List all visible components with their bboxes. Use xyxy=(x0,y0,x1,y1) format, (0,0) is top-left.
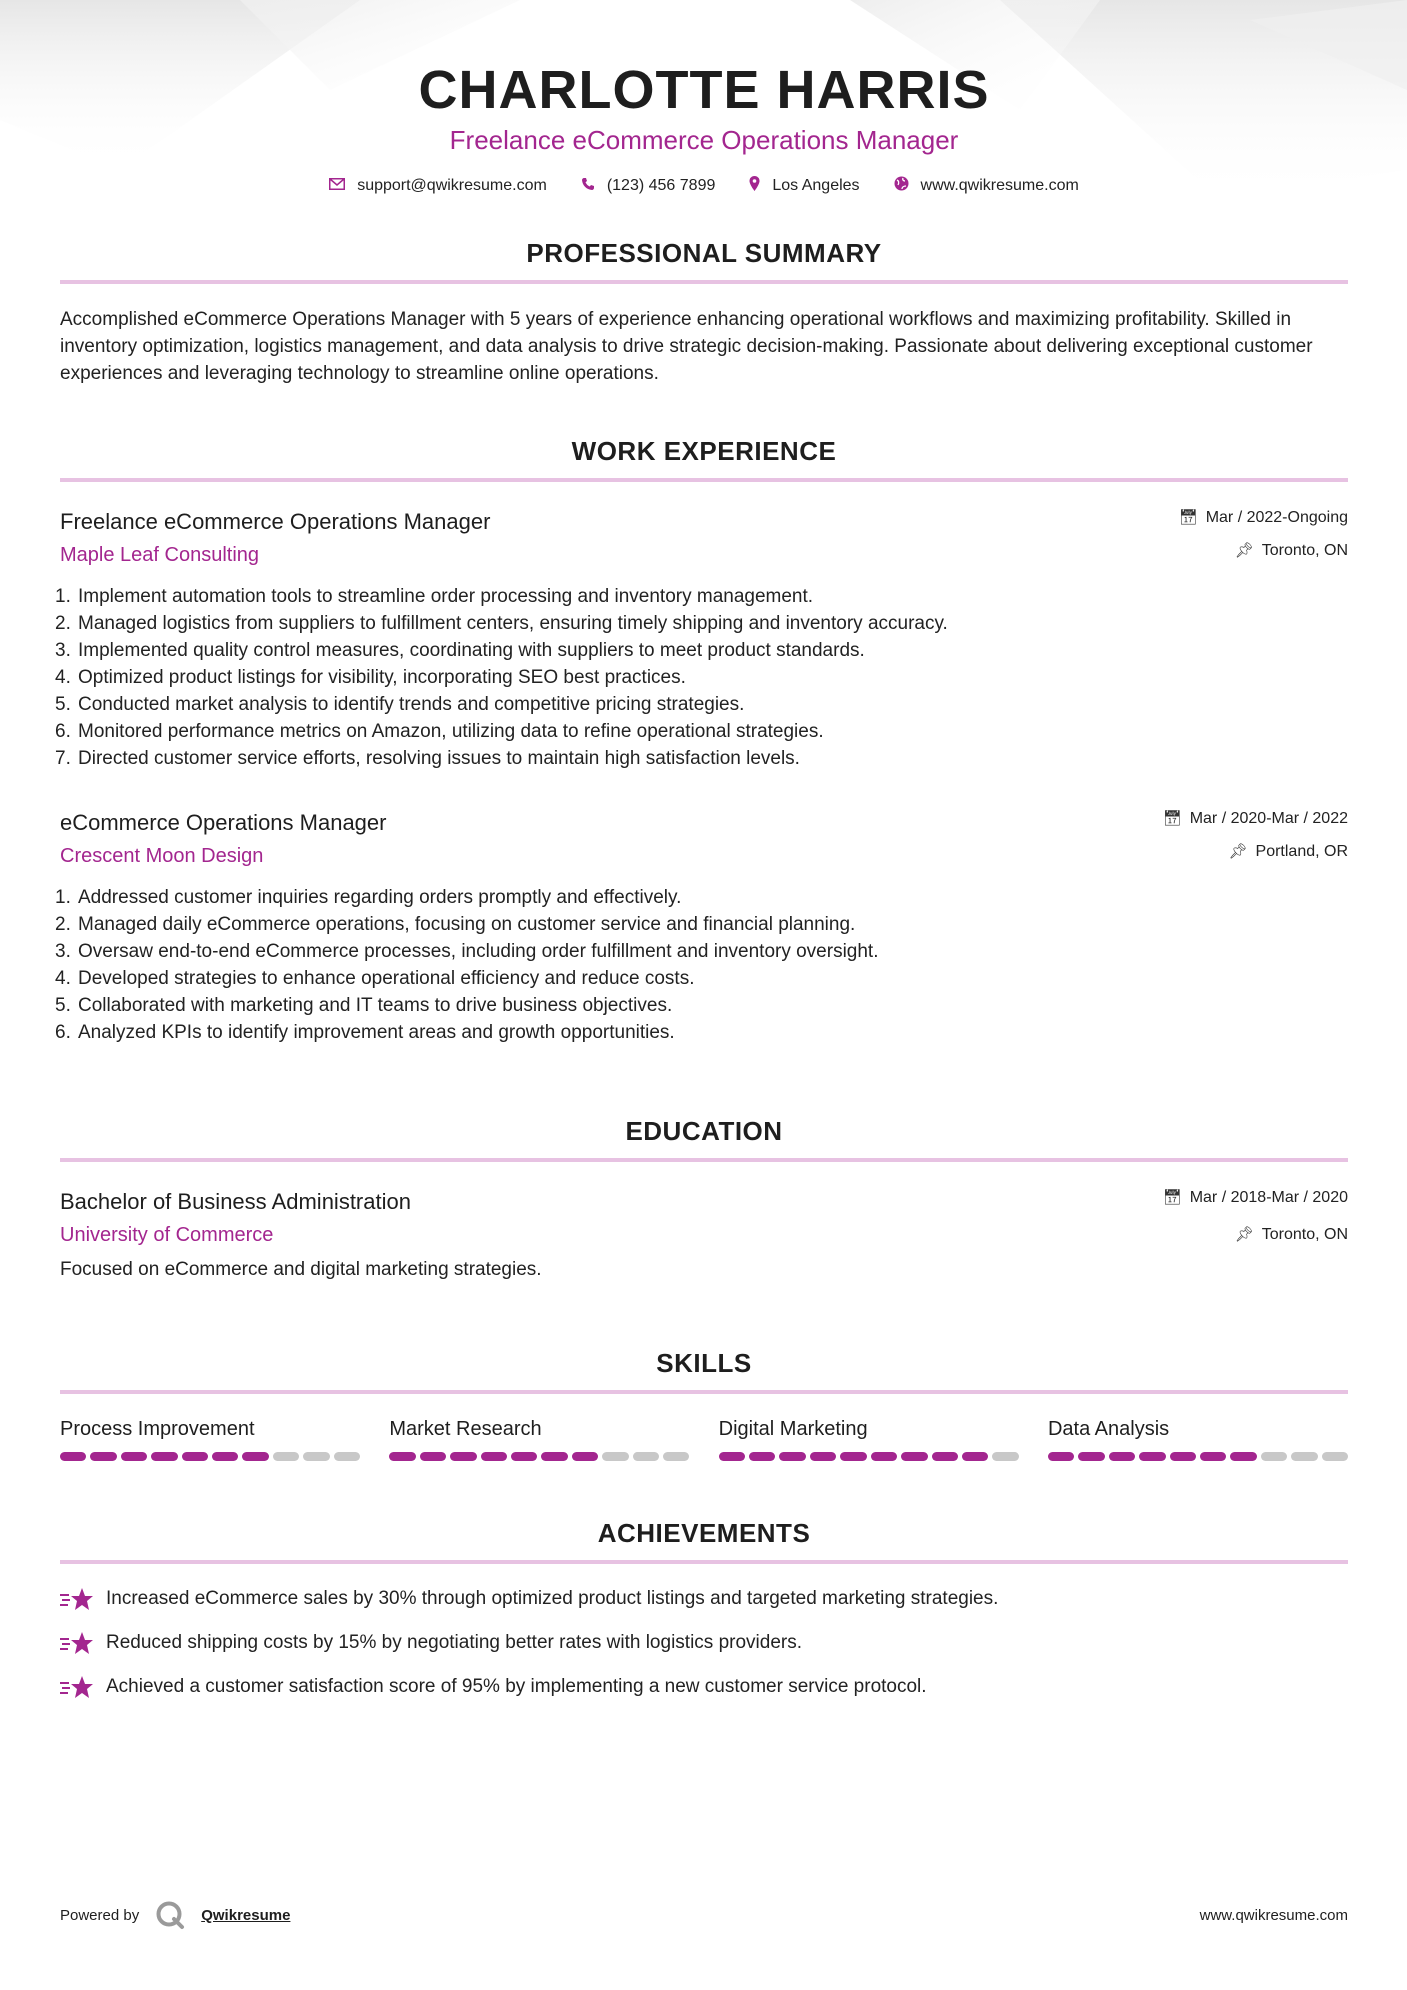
education-entry xyxy=(60,1188,1348,1283)
job-company: Maple Leaf Consulting xyxy=(60,544,260,566)
skill-level-segment xyxy=(420,1452,446,1461)
skills-divider xyxy=(60,1390,1348,1394)
shooting-star-icon xyxy=(60,1586,94,1612)
education-dates-text: Mar / 2018-Mar / 2020 xyxy=(1189,1189,1348,1206)
job-bullets xyxy=(55,583,1348,772)
skill-level-segment xyxy=(840,1452,866,1461)
achievement-item xyxy=(60,1628,1348,1657)
list-item: 2. Managed logistics from suppliers to fulfillment centers, ensuring timely shipping and inventory accuracy. xyxy=(55,613,948,634)
achievement-text: Increased eCommerce sales by 30% through optimized product listings and targeted marketing strategies. xyxy=(106,1588,999,1609)
calendar-icon: 📅︎ xyxy=(1162,1189,1182,1206)
skill-level-segment xyxy=(151,1452,177,1461)
job-bullets xyxy=(55,884,1348,1046)
skill-level-segment xyxy=(90,1452,116,1461)
skills-heading: SKILLS xyxy=(656,1348,752,1378)
skill-level-segment xyxy=(481,1452,507,1461)
list-item: 1. Addressed customer inquiries regarding orders promptly and effectively. xyxy=(55,887,682,908)
skill-level-segment xyxy=(1109,1452,1135,1461)
skill-item xyxy=(389,1416,689,1461)
experience-section xyxy=(60,436,1348,482)
summary-heading: PROFESSIONAL SUMMARY xyxy=(526,238,882,268)
list-item: 5. Conducted market analysis to identify trends and competitive pricing strategies. xyxy=(55,694,745,715)
contact-bar xyxy=(60,176,1348,195)
summary-divider xyxy=(60,280,1348,284)
skill-level-segment xyxy=(273,1452,299,1461)
pushpin-icon: 📌︎ xyxy=(1228,843,1248,860)
list-item: 4. Optimized product listings for visibility, incorporating SEO best practices. xyxy=(55,667,686,688)
contact-phone-text: (123) 456 7899 xyxy=(606,176,716,194)
contact-email[interactable] xyxy=(329,177,547,195)
skill-level-segment xyxy=(572,1452,598,1461)
skill-level-bar xyxy=(1048,1452,1348,1461)
calendar-icon: 📅︎ xyxy=(1178,509,1198,526)
skill-level-segment xyxy=(303,1452,329,1461)
list-item: 4. Developed strategies to enhance operational efficiency and reduce costs. xyxy=(55,968,695,989)
contact-phone[interactable] xyxy=(581,177,716,195)
skill-level-segment xyxy=(719,1452,745,1461)
skill-level-segment xyxy=(962,1452,988,1461)
powered-by-label: Powered by xyxy=(60,1906,140,1924)
education-location xyxy=(1163,1225,1348,1245)
skill-level-segment xyxy=(871,1452,897,1461)
experience-divider xyxy=(60,478,1348,482)
job-entry xyxy=(55,809,1348,1046)
skill-name: Market Research xyxy=(389,1418,542,1440)
job-location-text: Toronto, ON xyxy=(1261,542,1348,559)
skill-level-segment xyxy=(810,1452,836,1461)
page-footer xyxy=(60,1900,1348,1930)
skill-level-segment xyxy=(1170,1452,1196,1461)
skill-level-segment xyxy=(242,1452,268,1461)
achievement-text: Achieved a customer satisfaction score of 95% by implementing a new customer service protocol. xyxy=(106,1676,927,1697)
contact-website[interactable] xyxy=(894,176,1079,195)
skill-level-segment xyxy=(663,1452,689,1461)
footer-url[interactable]: www.qwikresume.com xyxy=(1199,1906,1348,1924)
skill-item xyxy=(1048,1416,1348,1461)
job-entry xyxy=(55,508,1348,772)
skill-level-segment xyxy=(511,1452,537,1461)
skill-level-segment xyxy=(450,1452,476,1461)
contact-location-text: Los Angeles xyxy=(772,176,860,194)
pushpin-icon: 📌︎ xyxy=(1234,542,1254,559)
skill-level-segment xyxy=(901,1452,927,1461)
job-title: Freelance eCommerce Operations Manager xyxy=(60,509,491,534)
skill-level-segment xyxy=(541,1452,567,1461)
skill-level-segment xyxy=(1291,1452,1317,1461)
experience-heading: WORK EXPERIENCE xyxy=(571,436,837,466)
job-location xyxy=(1163,842,1348,862)
skill-level-bar xyxy=(60,1452,360,1461)
contact-location xyxy=(749,176,859,195)
education-location-text: Toronto, ON xyxy=(1261,1226,1348,1243)
achievements-divider xyxy=(60,1560,1348,1564)
education-dates xyxy=(1163,1188,1348,1208)
job-meta xyxy=(1179,508,1348,561)
skill-level-segment xyxy=(633,1452,659,1461)
phone-icon xyxy=(581,177,595,195)
education-description: Focused on eCommerce and digital marketing strategies. xyxy=(60,1259,542,1280)
job-title: eCommerce Operations Manager xyxy=(60,810,387,835)
skill-name: Data Analysis xyxy=(1047,1418,1170,1440)
skill-level-segment xyxy=(779,1452,805,1461)
skill-name: Digital Marketing xyxy=(718,1418,868,1440)
globe-icon xyxy=(894,176,909,195)
skill-level-segment xyxy=(1230,1452,1256,1461)
skill-level-segment xyxy=(1139,1452,1165,1461)
list-item: 3. Implemented quality control measures, coordinating with suppliers to meet product standards. xyxy=(55,640,865,661)
education-section xyxy=(60,1116,1348,1162)
candidate-name: CHARLOTTE HARRIS xyxy=(418,60,990,120)
list-item: 3. Oversaw end-to-end eCommerce processes, including order fulfillment and inventory oversight. xyxy=(55,941,879,962)
skill-level-segment xyxy=(1078,1452,1104,1461)
skills-list xyxy=(60,1416,1348,1461)
skill-name: Process Improvement xyxy=(60,1418,255,1440)
skill-level-bar xyxy=(719,1452,1019,1461)
education-divider xyxy=(60,1158,1348,1162)
mail-icon xyxy=(329,178,345,194)
resume-content xyxy=(55,0,1348,1697)
qwikresume-link[interactable]: Qwikresume xyxy=(201,1906,291,1924)
school-name: University of Commerce xyxy=(60,1224,274,1246)
skill-level-segment xyxy=(602,1452,628,1461)
contact-email-text: support@qwikresume.com xyxy=(357,176,547,194)
list-item: 6. Analyzed KPIs to identify improvement areas and growth opportunities. xyxy=(55,1022,675,1043)
skill-level-segment xyxy=(932,1452,958,1461)
achievements-heading: ACHIEVEMENTS xyxy=(597,1518,811,1548)
skill-level-segment xyxy=(334,1452,360,1461)
list-item: 7. Directed customer service efforts, resolving issues to maintain high satisfaction levels. xyxy=(55,748,800,769)
skill-level-segment xyxy=(389,1452,415,1461)
skill-level-segment xyxy=(1200,1452,1226,1461)
achievements-list xyxy=(60,1584,1348,1701)
skill-level-segment xyxy=(992,1452,1018,1461)
footer-branding xyxy=(60,1900,290,1930)
job-location-text: Portland, OR xyxy=(1255,843,1348,860)
education-heading: EDUCATION xyxy=(625,1116,783,1146)
contact-website-text: www.qwikresume.com xyxy=(920,176,1079,194)
list-item: 1. Implement automation tools to streamline order processing and inventory management. xyxy=(55,586,814,607)
skill-level-segment xyxy=(749,1452,775,1461)
job-meta xyxy=(1163,809,1348,862)
resume-header xyxy=(60,60,1348,195)
skill-level-segment xyxy=(121,1452,147,1461)
skill-item xyxy=(60,1416,360,1461)
candidate-title: Freelance eCommerce Operations Manager xyxy=(449,125,959,155)
skill-level-segment xyxy=(1322,1452,1348,1461)
job-dates-text: Mar / 2020-Mar / 2022 xyxy=(1189,810,1348,827)
job-company: Crescent Moon Design xyxy=(60,845,264,867)
qwikresume-logo-icon xyxy=(155,1900,185,1930)
education-meta xyxy=(1163,1188,1348,1245)
list-item: 6. Monitored performance metrics on Amazon, utilizing data to refine operational strategies. xyxy=(55,721,824,742)
summary-text: Accomplished eCommerce Operations Manager with 5 years of experience enhancing operational workflows and maximizing profitability. Skilled in inventory optimization, logistics management, and data analysis to drive strategic decision-making. Passionate about delivering exceptional customer experiences and leveraging technology to streamline online operations. xyxy=(60,309,1313,384)
summary-section xyxy=(60,238,1348,387)
map-pin-icon xyxy=(749,176,760,195)
job-dates-text: Mar / 2022-Ongoing xyxy=(1205,509,1348,526)
list-item: 5. Collaborated with marketing and IT teams to drive business objectives. xyxy=(55,995,673,1016)
achievement-text: Reduced shipping costs by 15% by negotiating better rates with logistics providers. xyxy=(106,1632,802,1653)
job-location xyxy=(1179,541,1348,561)
degree-title: Bachelor of Business Administration xyxy=(60,1189,411,1214)
calendar-icon: 📅︎ xyxy=(1162,810,1182,827)
skill-level-segment xyxy=(1048,1452,1074,1461)
skill-level-segment xyxy=(212,1452,238,1461)
achievement-item xyxy=(60,1672,1348,1701)
skills-section xyxy=(60,1348,1348,1461)
pushpin-icon: 📌︎ xyxy=(1234,1226,1254,1243)
skill-level-segment xyxy=(1261,1452,1287,1461)
shooting-star-icon xyxy=(60,1630,94,1656)
shooting-star-icon xyxy=(60,1674,94,1700)
job-dates xyxy=(1179,508,1348,528)
skill-level-segment xyxy=(182,1452,208,1461)
list-item: 2. Managed daily eCommerce operations, focusing on customer service and financial planning. xyxy=(55,914,856,935)
achievements-section xyxy=(60,1518,1348,1716)
skill-item xyxy=(719,1416,1019,1461)
job-dates xyxy=(1163,809,1348,829)
skill-level-segment xyxy=(60,1452,86,1461)
skill-level-bar xyxy=(389,1452,689,1461)
achievement-item xyxy=(60,1584,1348,1613)
